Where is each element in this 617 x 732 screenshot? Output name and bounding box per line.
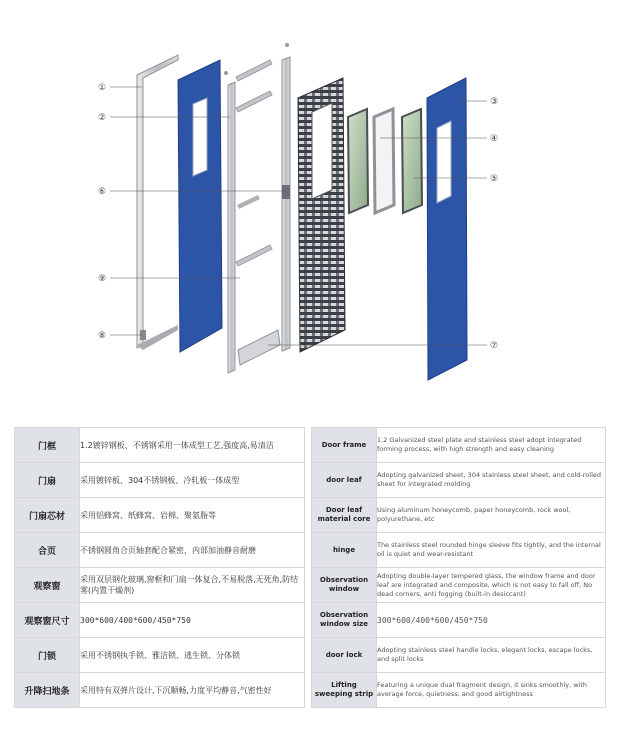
zh-desc-door-frame: 1.2镀锌钢板、不锈钢采用一体成型工艺,强度高,易清洁 [80,428,305,463]
zh-label-window-size: 观察窗尺寸 [15,603,80,638]
zh-label-door-leaf: 门扇 [15,463,80,498]
table-row [15,638,606,673]
en-label-sweep: Lifting sweeping strip [312,673,377,708]
front-door-leaf-part [178,60,222,352]
en-label-hinge: hinge [312,533,377,568]
zh-label-door-frame: 门框 [15,428,80,463]
en-label-core: Door leaf material core [312,498,377,533]
en-desc-door-frame: 1.2 Galvanized steel plate and stainless steel adopt integrated forming process, with high strength and easy cleaning [377,428,606,463]
zh-desc-hinge: 不锈钢圆角合页轴套配合紧密，内部加油静音耐磨 [80,533,305,568]
zh-label-hinge: 合页 [15,533,80,568]
en-desc-window-size: 300*600/400*600/450*750 [377,603,606,638]
en-desc-core: Using aluminum honeycomb, paper honeycomb, rock wool, polyurethane, etc [377,498,606,533]
callout-1: ① [98,83,107,93]
zh-desc-lock: 采用不锈钢执手锁、雅洁锁、逃生锁、分体锁 [80,638,305,673]
callout-2: ② [98,113,107,123]
zh-desc-sweep: 采用特有双弹片设计,下沉顺畅,力度平均静音,气密性好 [80,673,305,708]
door-frame-part [137,55,178,350]
en-desc-window: Adopting double-layer tempered glass, the window frame and door leaf are integrated and composite, which is not easy to fall off, No dead corners, anti fogging (built-in desiccant) [377,568,606,603]
en-label-door-frame: Door frame [312,428,377,463]
table-row [15,428,606,463]
table-row [15,603,606,638]
honeycomb-core-part [298,78,345,352]
zh-desc-door-leaf: 采用镀锌板、304不锈钢板、冷轧板一体成型 [80,463,305,498]
callout-8: ⑧ [98,331,107,341]
side-profile-part [224,43,290,373]
zh-label-lock: 门锁 [15,638,80,673]
callout-4: ④ [490,134,499,144]
table-row [15,498,606,533]
en-label-window-size: Observation window size [312,603,377,638]
callout-6: ⑥ [98,187,107,197]
callout-3: ③ [490,97,499,107]
zh-label-core: 门扇芯材 [15,498,80,533]
en-desc-door-leaf: Adopting galvanized sheet, 304 stainless steel sheet, and cold-rolled sheet for integrated molding [377,463,606,498]
zh-desc-window-size: 300*600/400*600/450*750 [80,603,305,638]
en-label-door-leaf: door leaf [312,463,377,498]
en-desc-sweep: Featuring a unique dual fragment design, it sinks smoothly, with average force, quietness, and good airtightness [377,673,606,708]
zh-desc-core: 采用铝蜂窝、纸蜂窝、岩棉、聚氨脂等 [80,498,305,533]
table-row [15,463,606,498]
callout-5: ⑤ [490,174,499,184]
back-door-leaf-part [427,78,467,380]
callout-9: ⑨ [98,274,107,284]
callout-7: ⑦ [490,341,499,351]
observation-window-part [348,109,422,213]
table-row [15,533,606,568]
table-row [15,568,606,603]
en-desc-hinge: The stainless steel rounded hinge sleeve fits tightly, and the internal oil is quiet and wear-resistant [377,533,606,568]
zh-desc-window: 采用双层钢化玻璃,窗框和门扇一体复合,不易脱落,无死角,防结雾(内置干燥剂) [80,568,305,603]
specification-table [14,427,606,708]
en-desc-lock: Adopting stainless steel handle locks, elegant locks, escape locks, and split locks [377,638,606,673]
en-label-window: Observation window [312,568,377,603]
en-label-lock: door lock [312,638,377,673]
table-row [15,673,606,708]
zh-label-window: 观察窗 [15,568,80,603]
zh-label-sweep: 升降扫地条 [15,673,80,708]
